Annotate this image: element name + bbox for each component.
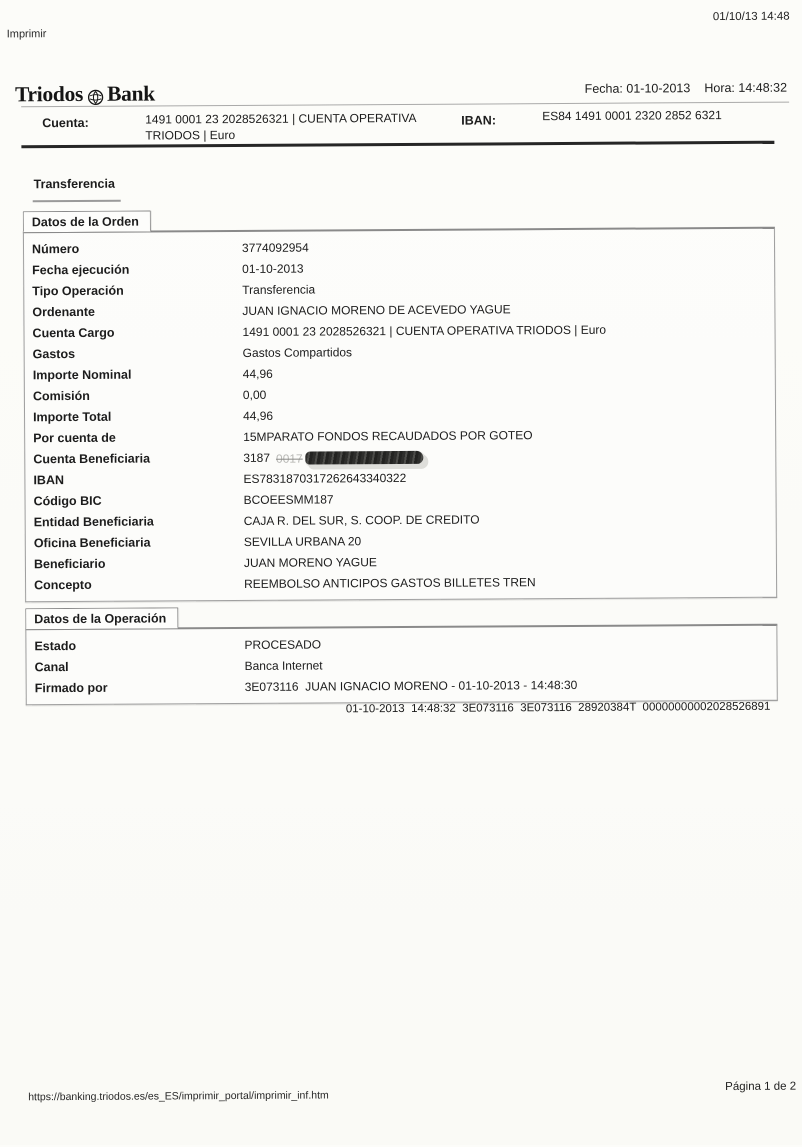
field-label: Oficina Beneficiaria bbox=[33, 535, 151, 550]
datos-operacion-section bbox=[25, 604, 778, 706]
hora-value: 14:48:32 bbox=[738, 80, 788, 95]
field-value: PROCESADO bbox=[244, 636, 322, 652]
field-value: JUAN MORENO YAGUE bbox=[243, 554, 377, 570]
field-value: Gastos Compartidos bbox=[242, 344, 353, 360]
field-label: Entidad Beneficiaria bbox=[33, 514, 154, 529]
field-label: Beneficiario bbox=[33, 556, 106, 571]
field-label: Firmado por bbox=[34, 680, 108, 695]
iban-value: ES84 1491 0001 2320 2852 6321 bbox=[542, 108, 722, 124]
field-value: BCOEESMM187 bbox=[243, 491, 334, 507]
fecha-label: Fecha: bbox=[584, 81, 623, 96]
field-row bbox=[26, 570, 776, 596]
page-title-underline bbox=[33, 200, 121, 203]
field-label: IBAN bbox=[33, 472, 65, 487]
field-value: CAJA R. DEL SUR, S. COOP. DE CREDITO bbox=[243, 512, 480, 528]
field-value: 1491 0001 23 2028526321 | CUENTA OPERATIVA TRIODOS | Euro bbox=[242, 322, 607, 339]
redacted-account-blob bbox=[276, 450, 424, 465]
print-header-datetime: 01/10/13 14:48 bbox=[712, 10, 790, 24]
field-label: Por cuenta de bbox=[33, 430, 116, 445]
field-label: Importe Nominal bbox=[32, 367, 132, 382]
field-value: 3774092954 bbox=[241, 240, 309, 255]
field-value: ES7831870317262643340322 bbox=[243, 470, 407, 486]
field-value: JUAN IGNACIO MORENO DE ACEVEDO YAGUE bbox=[242, 301, 511, 318]
print-footer-url: https://banking.triodos.es/es_ES/imprimir_portal/imprimir_inf.htm bbox=[28, 1089, 329, 1104]
iban-label: IBAN: bbox=[461, 113, 497, 128]
audit-signature-line: 01-10-2013 14:48:32 3E073116 3E073116 28920384T 00000000002028526891 bbox=[345, 700, 771, 716]
field-label: Código BIC bbox=[33, 493, 102, 508]
datos-orden-tab bbox=[23, 211, 151, 233]
field-value: 44,96 bbox=[242, 366, 273, 381]
field-value: 44,96 bbox=[242, 408, 274, 423]
logo-text-triodos: Triodos bbox=[14, 81, 84, 107]
field-label: Número bbox=[31, 241, 80, 256]
datos-orden-table bbox=[23, 227, 777, 603]
field-value: 3E073116 JUAN IGNACIO MORENO - 01-10-2013 - 14:48:30 bbox=[244, 677, 578, 694]
fecha-value: 01-10-2013 bbox=[626, 81, 691, 96]
field-value: 15MPARATO FONDOS RECAUDADOS POR GOTEO bbox=[243, 427, 533, 444]
field-label: Canal bbox=[34, 659, 69, 674]
page-title: Transferencia bbox=[33, 176, 115, 192]
field-label: Estado bbox=[34, 638, 77, 653]
field-value: 01-10-2013 bbox=[242, 261, 304, 276]
datos-operacion-tab bbox=[25, 607, 178, 629]
field-label: Gastos bbox=[32, 346, 76, 361]
field-value: Transferencia bbox=[242, 282, 316, 297]
field-value: Banca Internet bbox=[244, 657, 323, 673]
field-row bbox=[27, 673, 777, 699]
field-label: Concepto bbox=[34, 577, 92, 592]
field-value: REEMBOLSO ANTICIPOS GASTOS BILLETES TREN bbox=[244, 574, 536, 591]
print-footer-page-number: Página 1 de 2 bbox=[725, 1080, 797, 1094]
field-label: Fecha ejecución bbox=[32, 262, 130, 277]
datos-operacion-table bbox=[25, 624, 777, 706]
field-value: SEVILLA URBANA 20 bbox=[243, 533, 362, 549]
document-date-time bbox=[585, 81, 787, 96]
datos-orden-section bbox=[23, 207, 777, 603]
field-label: Cuenta Beneficiaria bbox=[33, 451, 151, 466]
field-label: Comisión bbox=[32, 388, 90, 403]
field-value: 0,00 bbox=[242, 387, 267, 402]
field-label: Importe Total bbox=[32, 409, 112, 424]
hora-label: Hora: bbox=[704, 80, 735, 96]
datos-orden-title: Datos de la Orden bbox=[31, 214, 139, 230]
redacted-account-hint: 0017 bbox=[275, 451, 303, 466]
field-label: Tipo Operación bbox=[32, 283, 124, 298]
field-label: Cuenta Cargo bbox=[32, 325, 115, 340]
cuenta-value: 1491 0001 23 2028526321 | CUENTA OPERATIVA TRIODOS | Euro bbox=[145, 110, 416, 143]
datos-operacion-title: Datos de la Operación bbox=[34, 611, 167, 627]
redaction-ink-scribble bbox=[306, 451, 424, 465]
triodos-flower-icon bbox=[87, 87, 104, 104]
field-value: 3187 bbox=[243, 450, 271, 465]
triodos-bank-logo bbox=[15, 81, 155, 107]
print-header-title: Imprimir bbox=[6, 28, 47, 41]
logo-text-bank: Bank bbox=[106, 81, 155, 106]
cuenta-label: Cuenta: bbox=[42, 115, 89, 131]
field-label: Ordenante bbox=[32, 304, 95, 319]
